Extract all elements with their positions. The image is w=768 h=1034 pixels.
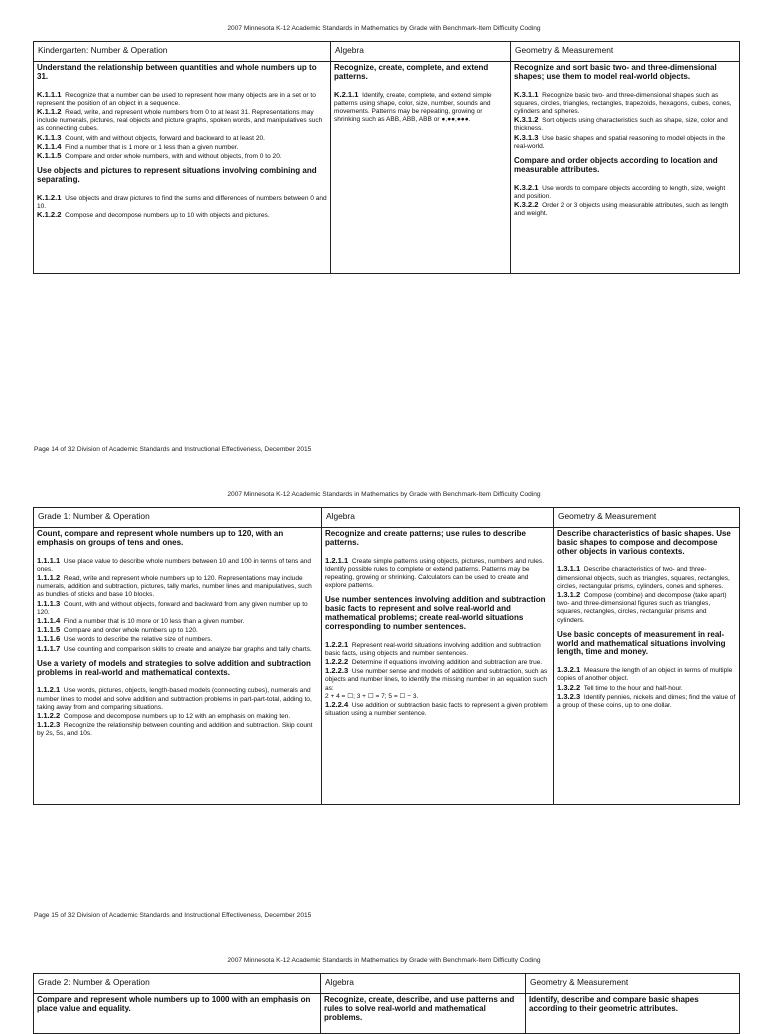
column-header-geometry: Geometry & Measurement [526, 974, 740, 994]
benchmark-code: K.1.2.2 [37, 210, 62, 220]
standard-heading: Recognize and create patterns; use rules to describe patterns. [325, 529, 526, 547]
geometry-measurement-cell [511, 62, 740, 274]
benchmark-code: K.1.1.1 [37, 89, 62, 99]
benchmark-code: 1.3.1.2 [557, 590, 581, 599]
page-header: 2007 Minnesota K-12 Academic Standards in Mathematics by Grade with Benchmark-Item Difficulty Coding [227, 491, 541, 498]
benchmark [325, 667, 550, 701]
column-header-algebra: Algebra [321, 974, 526, 994]
benchmark [37, 721, 318, 738]
benchmark-code: 1.1.1.3 [37, 598, 61, 608]
benchmark-code: 1.1.1.2 [37, 573, 61, 582]
benchmark-text: Create simple patterns using objects, pictures, numbers and rules. Identify possible rules to complete or extend patterns. Patterns may be repeating, growing or shrinking. Calculators can be used to create and explore patterns. [325, 557, 545, 590]
benchmark-code: 1.2.2.3 [325, 666, 349, 676]
benchmark-text: Determine if equations involving addition and subtraction are true. [351, 659, 543, 666]
benchmark-text: Read, write and represent whole numbers up to 120. Representations may include numerals, addition and subtraction, pictures, tally marks, number lines and manipulatives, such as bundles of sticks and base 10 blocks. [37, 575, 312, 599]
benchmark [37, 108, 327, 134]
benchmark [514, 116, 736, 133]
benchmark-code: K.3.2.2 [514, 200, 539, 210]
benchmark-text: Count, with and without objects, forward and backward from any given number up to 120. [37, 600, 308, 616]
benchmark [514, 184, 736, 201]
benchmark-text: Describe characteristics of two- and three-dimensional objects, such as triangles, squares, rectangles, circles, rectangular prisms, cylinders, cones and spheres. [557, 566, 730, 590]
number-operation-cell [34, 62, 331, 274]
benchmark-text: Use number sense and models of addition and subtraction, such as objects and number lines, to identify the missing number in an equation such as: [325, 668, 548, 692]
benchmark [37, 152, 327, 161]
standard-heading: Describe characteristics of basic shapes. Use basic shapes to compose and decompose other objects in various contexts. [557, 529, 731, 556]
column-header-algebra: Algebra [322, 508, 554, 528]
standard-heading: Understand the relationship between quantities and whole numbers up to 31. [37, 63, 317, 81]
benchmark [557, 684, 736, 693]
column-header-geometry: Geometry & Measurement [554, 508, 740, 528]
benchmark-text: Use words to compare objects according to length, size, weight and position. [514, 184, 726, 200]
benchmark [557, 666, 736, 683]
benchmark [37, 194, 327, 211]
benchmark-text: Use counting and comparison skills to create and analyze bar graphs and tally charts. [63, 645, 312, 653]
benchmark-code: K.3.1.2 [514, 115, 539, 125]
benchmark-code: 1.2.2.1 [325, 639, 349, 649]
benchmark-text: Compose and decompose numbers up to 10 with objects and pictures. [65, 212, 270, 220]
benchmark-code: 1.2.2.4 [325, 700, 349, 710]
column-header-geometry: Geometry & Measurement [511, 42, 740, 62]
benchmark-code: 1.1.1.1 [37, 555, 61, 565]
benchmark [37, 626, 318, 635]
column-header-number-operation: Kindergarten: Number & Operation [34, 42, 331, 62]
benchmark-code: 1.3.2.2 [557, 682, 581, 692]
benchmark-text: Read, write, and represent whole numbers from 0 to at least 31. Representations may include numerals, pictures, real objects and picture graphs, spoken words, and manipulatives such as connecting cubes. [37, 109, 323, 133]
benchmark-code: K.1.2.1 [37, 192, 62, 202]
grade1-standards-table [33, 507, 740, 805]
benchmark [514, 91, 736, 117]
benchmark-code: K.3.1.1 [514, 89, 539, 99]
benchmark-text: Find a number that is 10 more or 10 less than a given number. [63, 618, 245, 626]
benchmark-code: K.1.1.3 [37, 132, 62, 142]
benchmark-text: Represent real-world situations involving addition and subtraction basic facts, using objects and number sentences. [325, 641, 541, 657]
standard-heading: Compare and represent whole numbers up to 1000 with an emphasis on place value and equality. [37, 995, 311, 1013]
benchmark-code: K.1.1.4 [37, 141, 62, 151]
standard-heading: Count, compare and represent whole numbers up to 120, with an emphasis on groups of tens and ones. [37, 529, 284, 547]
standard-heading: Use a variety of models and strategies to solve addition and subtraction problems in real-world and mathematical contexts. [37, 658, 311, 677]
standard-heading: Recognize, create, complete, and extend patterns. [334, 63, 489, 81]
benchmark [37, 91, 327, 108]
benchmark [334, 91, 507, 125]
benchmark-code: 1.1.1.7 [37, 643, 61, 653]
benchmark-text: Compose (combine) and decompose (take apart) two- and three-dimensional figures such as triangles, squares, rectangles, circles, rectangular prisms and cylinders. [557, 592, 727, 624]
standard-heading: Use basic concepts of measurement in real-world and mathematical situations involving length, time and money. [557, 629, 726, 657]
benchmark [557, 591, 736, 625]
benchmark [557, 565, 736, 591]
benchmark [325, 557, 550, 591]
benchmark [557, 693, 736, 710]
standard-heading: Compare and order objects according to location and measurable attributes. [514, 156, 718, 174]
number-operation-cell [34, 528, 322, 805]
algebra-cell [331, 62, 511, 274]
benchmark-code: 1.1.2.3 [37, 720, 61, 730]
benchmark-code: 1.1.1.5 [37, 625, 61, 635]
column-header-number-operation: Grade 2: Number & Operation [34, 974, 321, 994]
benchmark-code: K.1.1.2 [37, 107, 62, 116]
benchmark [37, 712, 318, 721]
number-operation-cell [34, 994, 321, 1034]
benchmark-text: Identify pennies, nickels and dimes; find the value of a group of these coins, up to one dollar. [557, 693, 736, 710]
benchmark-code: 1.1.1.4 [37, 616, 61, 626]
benchmark-text: Count, with and without objects, forward and backward to at least 20. [65, 134, 265, 142]
benchmark-code: K.3.2.1 [514, 182, 539, 192]
benchmark [325, 701, 550, 718]
benchmark-text: Use words, pictures, objects, length-based models (connecting cubes), numerals and number lines to model and solve addition and subtraction problems in part-part-total, adding to, taking away from and comparing situations. [37, 687, 312, 711]
benchmark-text: Use words to describe the relative size of numbers. [63, 636, 213, 644]
benchmark [37, 645, 318, 654]
benchmark-text: Identify, create, complete, and extend simple patterns using shape, color, size, number, sounds and movements. Patterns may be repeating, growing or shrinking such as ABB, ABB, ABB or ●,●●,●●●. [334, 91, 492, 124]
benchmark-code: 1.2.2.2 [325, 657, 349, 666]
benchmark-code: K.1.1.5 [37, 151, 62, 161]
standard-heading: Use number sentences involving addition and subtraction basic facts to represent and solve real-world and mathematical problems; create real-world situations corresponding to number sentences. [325, 595, 546, 631]
benchmark-code: 1.1.2.2 [37, 711, 61, 721]
column-header-algebra: Algebra [331, 42, 511, 62]
benchmark [37, 143, 327, 152]
algebra-cell [321, 994, 526, 1034]
benchmark [37, 211, 327, 220]
geometry-measurement-cell [526, 994, 740, 1034]
benchmark-code: 1.3.1.1 [557, 564, 581, 574]
benchmark [325, 658, 550, 667]
benchmark-text: Tell time to the hour and half-hour. [583, 684, 683, 692]
benchmark-code: K.2.1.1 [334, 89, 359, 99]
geometry-measurement-cell [554, 528, 740, 805]
benchmark-text: Compare and order whole numbers up to 120. [63, 627, 198, 635]
benchmark [514, 134, 736, 151]
standard-heading: Identify, describe and compare basic shapes according to their geometric attributes. [529, 995, 699, 1013]
benchmark [37, 574, 318, 600]
grade2-standards-table [33, 973, 740, 1034]
benchmark [37, 635, 318, 644]
benchmark-text: Sort objects using characteristics such as shape, size, color and thickness. [514, 117, 728, 133]
benchmark [37, 617, 318, 626]
standard-heading: Use objects and pictures to represent situations involving combining and separating. [37, 166, 317, 185]
benchmark-code: 1.1.2.1 [37, 685, 61, 695]
benchmark-text: Order 2 or 3 objects using measurable attributes, such as length and weight. [514, 202, 729, 218]
benchmark-text: Recognize that a number can be used to represent how many objects are in a set or to represent the position of an object in a sequence. [37, 91, 316, 107]
column-header-number-operation: Grade 1: Number & Operation [34, 508, 322, 528]
benchmark [325, 641, 550, 658]
page-header: 2007 Minnesota K-12 Academic Standards in Mathematics by Grade with Benchmark-Item Difficulty Coding [227, 25, 541, 32]
benchmark-text: Recognize the relationship between counting and addition and subtraction. Skip count by 2s, 5s, and 10s. [37, 722, 313, 738]
benchmark [37, 686, 318, 712]
benchmark-code: 1.3.2.3 [557, 691, 581, 701]
missing-number-equation: 2 + 4 = ☐; 3 + ☐ = 7; 5 = ☐ − 3. [325, 692, 419, 700]
benchmark-text: Recognize basic two- and three-dimensional shapes such as squares, circles, triangles, rectangles, trapezoids, hexagons, cubes, cones, cylinders and spheres. [514, 91, 732, 115]
benchmark-text: Compare and order whole numbers, with and without objects, from 0 to 20. [65, 153, 282, 161]
algebra-cell [322, 528, 554, 805]
benchmark-code: 1.2.1.1 [325, 555, 349, 565]
page-footer: Page 14 of 32 Division of Academic Standards and Instructional Effectiveness, December 2015 [34, 446, 312, 453]
benchmark-text: Use place value to describe whole numbers between 10 and 100 in terms of tens and ones. [37, 557, 311, 573]
benchmark-text: Measure the length of an object in terms of multiple copies of another object. [557, 667, 733, 683]
kindergarten-standards-table [33, 41, 740, 274]
standard-heading: Recognize, create, describe, and use patterns and rules to solve real-world and mathematical problems. [324, 995, 515, 1022]
benchmark-text: Use addition or subtraction basic facts to represent a given problem situation using a number sentence. [325, 702, 548, 718]
benchmark-text: Compose and decompose numbers up to 12 with an emphasis on making ten. [63, 713, 291, 721]
benchmark-code: 1.3.2.1 [557, 665, 581, 675]
benchmark-code: K.3.1.3 [514, 132, 539, 142]
benchmark [37, 600, 318, 617]
benchmark-text: Use objects and draw pictures to find the sums and differences of numbers between 0 and 10. [37, 194, 327, 211]
benchmark [37, 134, 327, 143]
page-header: 2007 Minnesota K-12 Academic Standards in Mathematics by Grade with Benchmark-Item Difficulty Coding [227, 957, 541, 964]
benchmark-text: Use basic shapes and spatial reasoning to model objects in the real-world. [514, 134, 726, 150]
benchmark-code: 1.1.1.6 [37, 634, 61, 644]
benchmark-text: Find a number that is 1 more or 1 less than a given number. [65, 143, 239, 151]
benchmark [514, 201, 736, 218]
standard-heading: Recognize and sort basic two- and three-dimensional shapes; use them to model real-world objects. [514, 63, 717, 81]
page-footer: Page 15 of 32 Division of Academic Standards and Instructional Effectiveness, December 2015 [34, 912, 312, 919]
benchmark [37, 557, 318, 574]
